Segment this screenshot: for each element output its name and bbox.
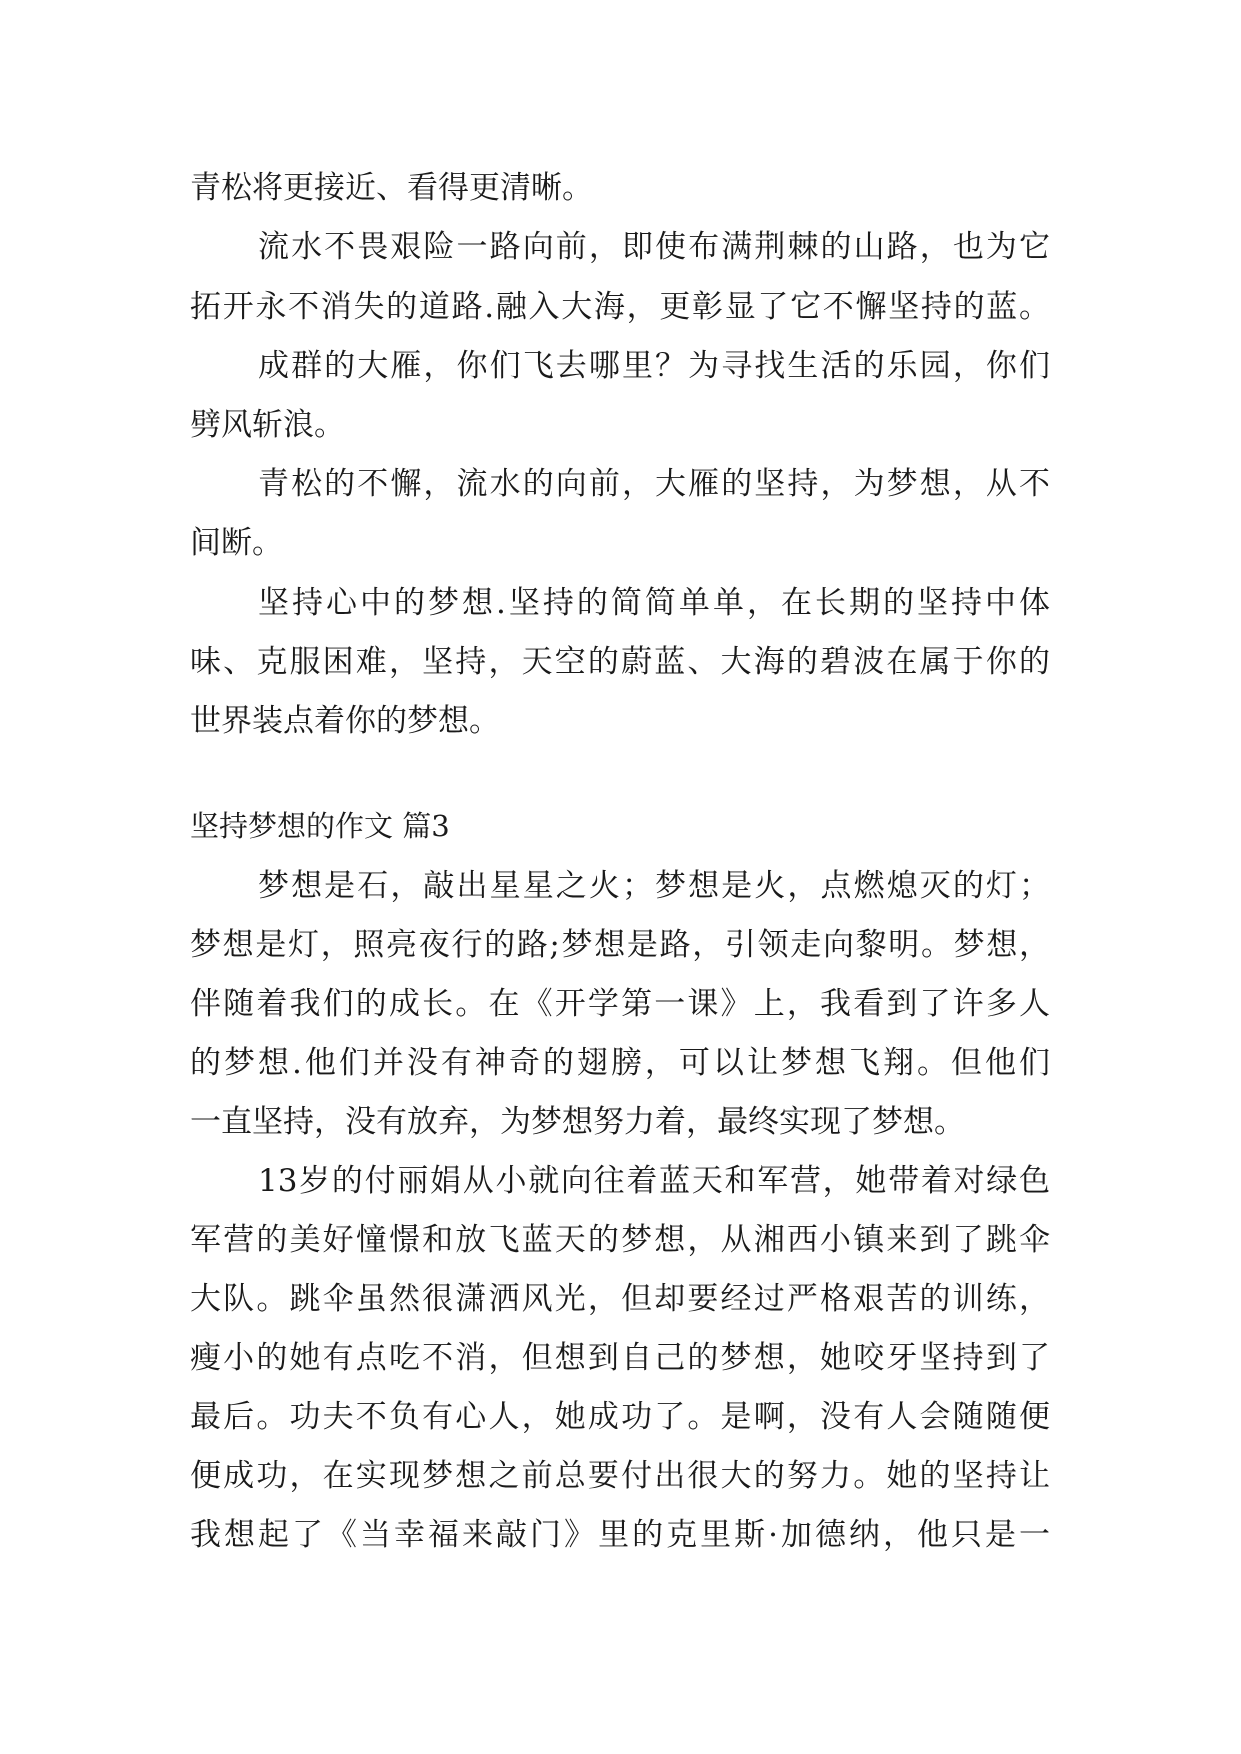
text-line: 军营的美好憧憬和放飞蓝天的梦想，从湘西小镇来到了跳伞	[190, 1222, 1050, 1258]
text-line: 流水不畏艰险一路向前，即使布满荆棘的山路，也为它	[258, 229, 1050, 265]
text-line: 瘦小的她有点吃不消，但想到自己的梦想，她咬牙坚持到了	[190, 1340, 1050, 1376]
text-line: 味、克服困难，坚持，天空的蔚蓝、大海的碧波在属于你的	[190, 644, 1050, 680]
section-heading: 坚持梦想的作文 篇3	[190, 809, 450, 843]
text-line: 拓开永不消失的道路.融入大海，更彰显了它不懈坚持的蓝。	[190, 289, 1050, 325]
text-line: 大队。跳伞虽然很潇洒风光，但却要经过严格艰苦的训练，	[190, 1281, 1050, 1317]
text-line: 成群的大雁，你们飞去哪里？为寻找生活的乐园，你们	[258, 348, 1050, 384]
text-line: 间断。	[190, 525, 283, 561]
text-line: 梦想是灯，照亮夜行的路;梦想是路，引领走向黎明。梦想，	[190, 927, 1050, 963]
text-line: 青松的不懈，流水的向前，大雁的坚持，为梦想，从不	[258, 466, 1050, 502]
text-line: 最后。功夫不负有心人，她成功了。是啊，没有人会随随便	[190, 1399, 1050, 1435]
text-line: 梦想是石，敲出星星之火；梦想是火，点燃熄灭的灯；	[258, 868, 1050, 904]
text-line: 坚持心中的梦想.坚持的简简单单，在长期的坚持中体	[258, 585, 1050, 621]
text-line: 伴随着我们的成长。在《开学第一课》上，我看到了许多人	[190, 986, 1050, 1022]
text-line: 世界装点着你的梦想。	[190, 703, 500, 739]
text-line: 我想起了《当幸福来敲门》里的克里斯·加德纳，他只是一	[190, 1517, 1050, 1553]
text-line: 劈风斩浪。	[190, 407, 345, 443]
text-line: 的梦想.他们并没有神奇的翅膀，可以让梦想飞翔。但他们	[190, 1045, 1050, 1081]
text-line: 一直坚持，没有放弃，为梦想努力着，最终实现了梦想。	[190, 1104, 965, 1140]
text-line: 便成功，在实现梦想之前总要付出很大的努力。她的坚持让	[190, 1458, 1050, 1494]
text-line: 13岁的付丽娟从小就向往着蓝天和军营，她带着对绿色	[258, 1163, 1050, 1199]
text-line: 青松将更接近、看得更清晰。	[190, 170, 593, 206]
